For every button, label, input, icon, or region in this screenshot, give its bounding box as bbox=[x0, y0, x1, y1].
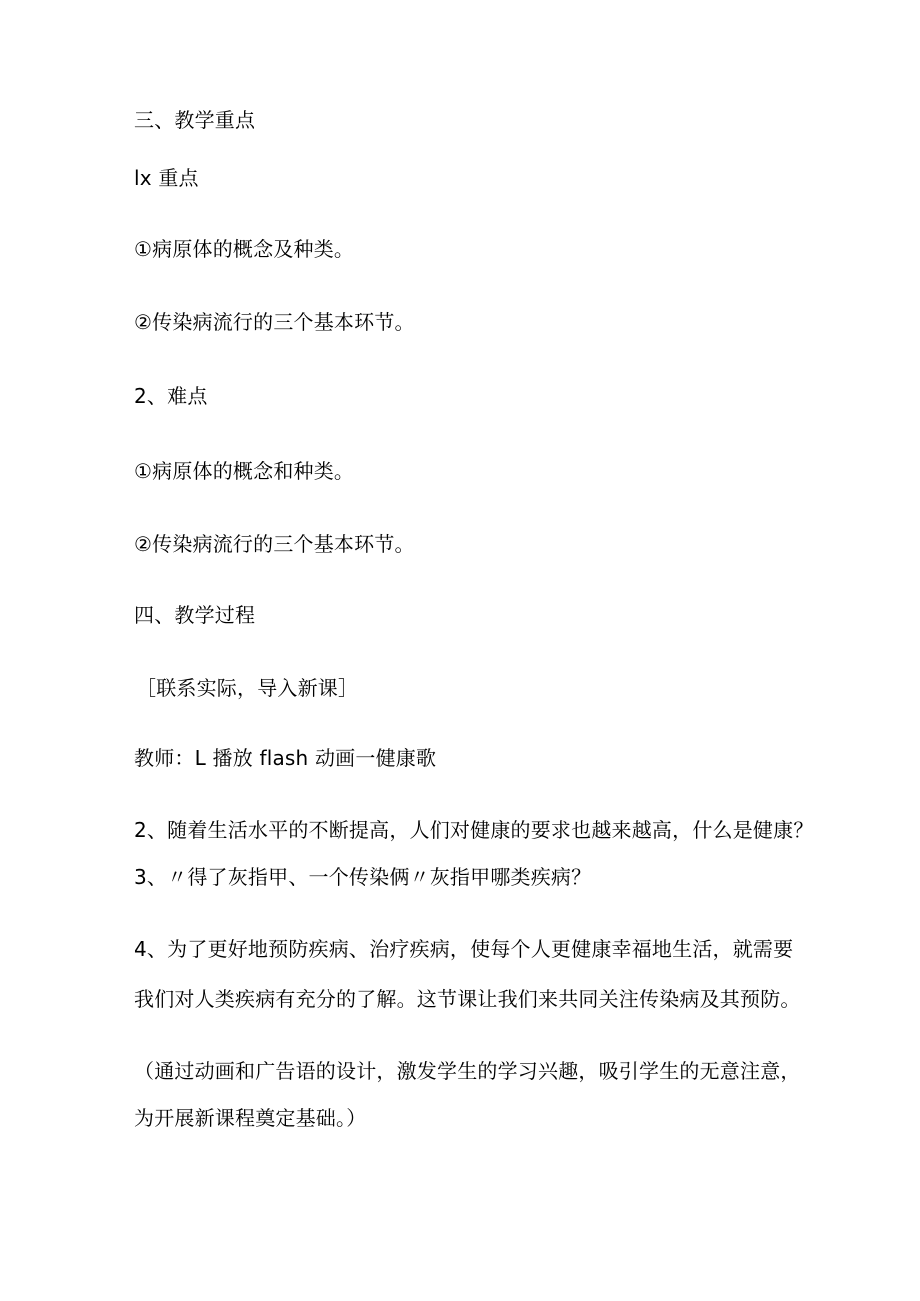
difficulty-1: ①病原体的概念和种类。 bbox=[134, 459, 355, 483]
teacher-line: 教师：L 播放 flash 动画一健康歌 bbox=[134, 746, 437, 770]
paragraph-4-line-1: 4、为了更好地预防疾病、治疗疾病，使每个人更健康幸福地生活，就需要 bbox=[134, 937, 794, 961]
paragraph-2: 2、随着生活水平的不断提高，人们对健康的要求也越来越高，什么是健康？ bbox=[134, 818, 814, 842]
note-line-1: （通过动画和广告语的设计，激发学生的学习兴趣，吸引学生的无意注意， bbox=[134, 1059, 801, 1083]
subheading-key-points: lx 重点 bbox=[134, 166, 199, 190]
paragraph-4-line-2: 我们对人类疾病有充分的了解。这节课让我们来共同关注传染病及其预防。 bbox=[134, 987, 801, 1011]
section-heading-teaching-process: 四、教学过程 bbox=[134, 603, 256, 627]
bracket-heading-intro: ［联系实际，导入新课］ bbox=[136, 676, 359, 700]
paragraph-3: 3、〃得了灰指甲、一个传染俩〃灰指甲哪类疾病？ bbox=[134, 865, 592, 889]
key-point-2: ②传染病流行的三个基本环节。 bbox=[134, 310, 415, 334]
note-line-2: 为开展新课程奠定基础。） bbox=[134, 1106, 367, 1130]
key-point-1: ①病原体的概念及种类。 bbox=[134, 237, 355, 261]
section-heading-teaching-focus: 三、教学重点 bbox=[134, 108, 256, 132]
subheading-difficulties: 2、难点 bbox=[134, 384, 208, 408]
difficulty-2: ②传染病流行的三个基本环节。 bbox=[134, 532, 415, 556]
